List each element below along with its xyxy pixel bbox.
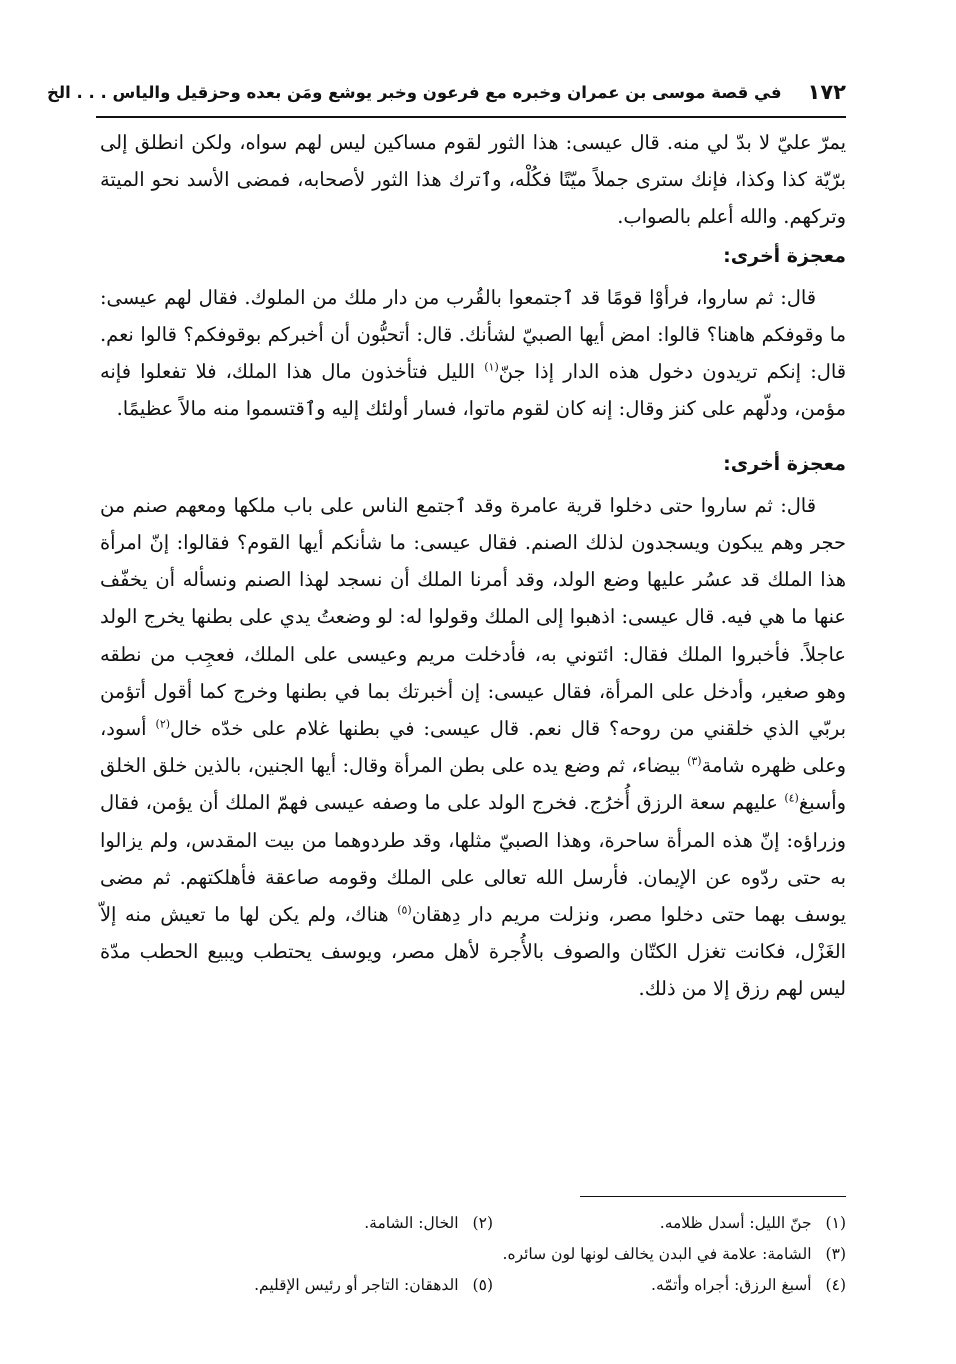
- paragraph-text: يمرّ عليّ لا بدّ لي منه. قال عيسى: هذا الثور لقوم مساكين ليس لهم سواه، ولكن انطلق إلى برّيّة كذا وكذا، فإنك سترى جملاً ميّتًا فكُلْه، وٱترك هذا الثور لأصحابه، فمضى الأسد نحو الميتة وتركهم. والله أعلم بالصواب.: [100, 131, 846, 229]
- paragraph-text: الليل فتأخذون مال هذا الملك، فلا تفعلوا فإنه مؤمن، ودلّهم على كنز وقال: إنه كان لقوم ماتوا، فسار أولئك إليه وٱقتسموا منه مالاً عظيمًا.: [100, 360, 846, 421]
- footnote-text: الخال: الشامة.: [364, 1214, 459, 1232]
- paragraph-text: بيضاء، ثم وضع يده على بطن المرأة وقال: أيها الجنين، بالذين خلق الخلق وأسبغ: [100, 754, 846, 815]
- main-text: [100, 124, 846, 1008]
- running-header: [47, 74, 846, 110]
- footnote-divider: [580, 1196, 846, 1197]
- header-divider: [96, 116, 846, 118]
- paragraph-text: قال: ثم ساروا، فرأوْا قومًا قد ٱجتمعوا بالقُرب من دار ملك من الملوك. فقال لهم عيسى: ما وقوفكم هاهنا؟ قالوا: امض أيها الصبيّ لشأنك. قال: أتحبُّون أن أخبركم بوقوفكم؟ قالوا نعم. قال: إنكم تريدون دخول هذه الدار إذا جنّ: [100, 285, 847, 384]
- section-heading: معجزة أخرى:: [723, 452, 846, 475]
- footnote-5: [140, 1270, 493, 1301]
- footnote-row: [140, 1208, 846, 1239]
- paragraph: [100, 487, 846, 1008]
- footnote-number: (١): [825, 1214, 846, 1232]
- paragraph: [100, 279, 846, 428]
- paragraph-text: قال: ثم ساروا حتى دخلوا قرية عامرة وقد ٱجتمع الناس على باب ملكها ومعهم صنم من حجر وهم يبكون ويسجدون لذلك الصنم. فقال عيسى: ما شأنكم أيها القوم؟ فقالوا: إنّ امرأة هذا الملك قد عسُر عليها وضع الولد، وقد أمرنا الملك أن نسجد لهذا الصنم ونسأله أن يخفّف عنها ما هي فيه. قال عيسى: اذهبوا إلى الملك وقولوا له: لو وضعتُ يدي على بطنها يخرج الولد عاجلاً. فأخبروا الملك فقال: ائتوني به، فأدخلت مريم وعيسى على الملك، فعجِب من نطقه وهو صغير، وأدخل على المرأة، فقال عيسى: إن أخبرتك بما في بطنها وخرج كما أقول أتؤمن بربّي الذي خلقني من روحه؟ قال نعم. قال عيسى: في بطنها غلام على خدّه خال: [100, 493, 846, 741]
- section-heading: معجزة أخرى:: [723, 244, 846, 267]
- footnote-text: جنّ الليل: أسدل ظلامه.: [659, 1214, 812, 1232]
- footnote-row: [140, 1270, 846, 1301]
- footnote-1: [493, 1208, 846, 1239]
- paragraph-text: أسود، وعلى ظهره شامة: [100, 717, 846, 778]
- footnote-row: [140, 1239, 846, 1270]
- footnote-3: [503, 1239, 846, 1270]
- footnote-ref: (٣): [687, 754, 702, 768]
- paragraph: [100, 124, 846, 236]
- footnote-2: [140, 1208, 493, 1239]
- footnotes: [140, 1208, 846, 1301]
- paragraph-text: عليهم سعة الرزق أُخرُج. فخرج الولد على ما وصفه عيسى فهمّ الملك أن يؤمن، فقال وزراؤه: إنّ هذه المرأة ساحرة، وهذا الصبيّ مثلها، وقد طردوهما من بيت المقدس، ولم يزالوا به حتى ردّوه عن الإيمان. فأرسل الله تعالى على الملك وقومه صاعقة فأهلكتهم. ثم مضى يوسف بهما حتى دخلوا مصر، ونزلت مريم دار دِهقان: [100, 791, 846, 927]
- footnote-4: [493, 1270, 846, 1301]
- paragraph-text: هناك، ولم يكن لها ما تعيش منه إلاّ الغَزْل، فكانت تغزل الكتّان والصوف بالأُجرة لأهل مصر، ويوسف يحتطب ويبيع الحطب مدّة ليس لهم رزق إلا من ذلك.: [100, 903, 846, 1001]
- footnote-ref: (٤): [784, 791, 799, 805]
- footnote-text: أسبغ الرزق: أجراه وأتمّه.: [651, 1276, 812, 1294]
- footnote-ref: (٢): [155, 717, 171, 731]
- page-number: ١٧٢: [807, 80, 846, 104]
- footnote-number: (٢): [472, 1214, 493, 1232]
- footnote-number: (٥): [472, 1276, 493, 1294]
- footnote-number: (٣): [825, 1245, 846, 1263]
- footnote-ref: (٥): [397, 903, 412, 917]
- footnote-number: (٤): [825, 1276, 846, 1294]
- footnote-text: الدهقان: التاجر أو رئيس الإقليم.: [254, 1276, 459, 1294]
- running-header-title: في قصة موسى بن عمران وخبره مع فرعون وخبر يوشع ومَن بعده وحزقيل والياس . . . الخ: [47, 82, 782, 102]
- footnote-text: الشامة: علامة في البدن يخالف لونها لون سائره.: [502, 1245, 812, 1263]
- footnote-ref: (١): [484, 360, 499, 374]
